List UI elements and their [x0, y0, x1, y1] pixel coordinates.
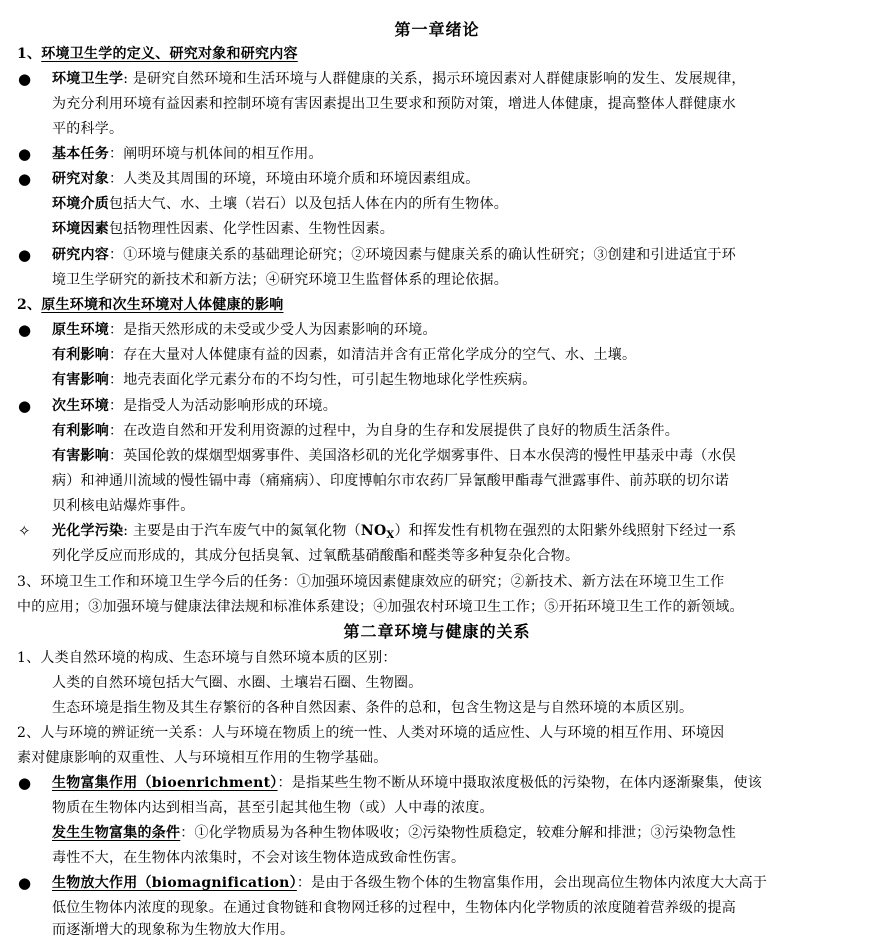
secondary-environment-line: 次生环境：是指受人为活动影响形成的环境。	[52, 398, 337, 414]
biomagnification-line-3: 而逐渐增大的现象称为生物放大作用。	[52, 922, 295, 938]
secondary-bad-effect-line-1: 有害影响：英国伦敦的煤烟型烟雾事件、美国洛杉矶的光化学烟雾事件、日本水俣湾的慢性甲基汞中毒（水俣	[52, 448, 736, 464]
biomagnification-line-2: 低位生物体内浓度的现象。在通过食物链和食物网迁移的过程中，生物体内化学物质的浓度随着营养级的提高	[52, 900, 736, 916]
primary-environment-line: 原生环境：是指天然形成的未受或少受人为因素影响的环境。	[52, 322, 437, 338]
secondary-good-effect-line: 有利影响：在改造自然和开发利用资源的过程中，为自身的生存和发展提供了良好的物质生活条件。	[52, 423, 679, 439]
environment-factor-line: 环境因素包括物理性因素、化学性因素、生物性因素。	[52, 221, 394, 237]
bullet-icon: ●	[18, 246, 32, 264]
research-content-line-1: 研究内容：①环境与健康关系的基础理论研究；②环境因素与健康关系的确认性研究；③创建和引进适宜于环	[52, 247, 736, 263]
natural-environment-line: 人类的自然环境包括大气圈、水圈、土壤岩石圈、生物圈。	[52, 675, 423, 691]
diamond-bullet-icon: ✧	[18, 522, 31, 540]
bioenrichment-line-1: 生物富集作用（bioenrichment）：是指某些生物不断从环境中摄取浓度极低的污染物，在体内逐渐聚集，使该	[52, 775, 763, 791]
bioenrichment-condition-line-1: 发生生物富集的条件：①化学物质易为各种生物体吸收；②污染物性质稳定，较难分解和排泄；③污染物急性	[52, 825, 736, 841]
bioenrichment-line-2: 物质在生物体内达到相当高，甚至引起其他生物（或）人中毒的浓度。	[52, 800, 494, 816]
section-2-2-line-2: 素对健康影响的双重性、人与环境相互作用的生物学基础。	[17, 750, 388, 766]
definition-line-3: 平的科学。	[52, 121, 124, 137]
section-1-3-line-1: 3、环境卫生工作和环境卫生学今后的任务：①加强环境因素健康效应的研究；②新技术、新方法在环境卫生工作	[17, 574, 725, 590]
section-1-2-heading: 2、原生环境和次生环境对人体健康的影响	[17, 297, 284, 313]
basic-task-line: 基本任务：阐明环境与机体间的相互作用。	[52, 146, 323, 162]
secondary-bad-effect-line-3: 贝利核电站爆炸事件。	[52, 498, 195, 514]
bullet-icon: ●	[18, 70, 32, 88]
environment-medium-line: 环境介质包括大气、水、土壤（岩石）以及包括人体在内的所有生物体。	[52, 196, 508, 212]
research-object-line: 研究对象：人类及其周围的环境，环境由环境介质和环境因素组成。	[52, 171, 480, 187]
nox-formula: $NO_X$	[360, 523, 395, 541]
definition-line-2: 为充分利用环境有益因素和控制环境有害因素提出卫生要求和预防对策，增进人体健康，提高整体人群健康水	[52, 96, 736, 112]
section-2-1-heading: 1、人类自然环境的构成、生态环境与自然环境本质的区别：	[17, 650, 397, 666]
ecological-environment-line: 生态环境是指生物及其生存繁衍的各种自然因素、条件的总和，包含生物这是与自然环境的本质区别。	[52, 700, 694, 716]
bioenrichment-condition-line-2: 毒性不大，在生物体内浓集时，不会对该生物体造成致命性伤害。	[52, 850, 466, 866]
bullet-icon: ●	[18, 321, 32, 339]
bullet-icon: ●	[18, 170, 32, 188]
bullet-icon: ●	[18, 874, 32, 892]
bullet-icon: ●	[18, 774, 32, 792]
chapter-2-title: 第二章环境与健康的关系	[343, 622, 531, 641]
primary-good-effect-line: 有利影响：存在大量对人体健康有益的因素，如清洁并含有正常化学成分的空气、水、土壤。	[52, 347, 637, 363]
primary-bad-effect-line: 有害影响：地壳表面化学元素分布的不均匀性，可引起生物地球化学性疾病。	[52, 372, 537, 388]
secondary-bad-effect-line-2: 病）和神通川流域的慢性镉中毒（痛痛病）、印度博帕尔市农药厂异氰酸甲酯毒气泄露事件、前苏联的切尔诺	[52, 473, 729, 489]
photochemical-line-2: 列化学反应而形成的，其成分包括臭氧、过氧酰基硝酸酯和醛类等多种复杂化合物。	[52, 548, 580, 564]
section-1-1-heading: 1、环境卫生学的定义、研究对象和研究内容	[17, 46, 298, 62]
section-2-2-line-1: 2、人与环境的辨证统一关系：人与环境在物质上的统一性、人类对环境的适应性、人与环境的相互作用、环境因	[17, 725, 725, 741]
biomagnification-line-1: 生物放大作用（biomagnification）：是由于各级生物个体的生物富集作用，会出现高位生物体内浓度大大高于	[52, 875, 768, 891]
research-content-line-2: 境卫生学研究的新技术和新方法；④研究环境卫生监督体系的理论依据。	[52, 272, 508, 288]
section-1-3-line-2: 中的应用；③加强环境与健康法律法规和标准体系建设；④加强农村环境卫生工作；⑤开拓环境卫生工作的新领域。	[17, 599, 744, 615]
photochemical-line-1: 光化学污染: 主要是由于汽车废气中的氮氧化物$(NO_X)$和挥发性有机物在强烈的太阳紫外线照射下经过一系	[52, 523, 737, 541]
definition-line-1: 环境卫生学: 是研究自然环境和生活环境与人群健康的关系，揭示环境因素对人群健康影响的发生、发展规律，	[52, 71, 746, 87]
chapter-1-title: 第一章绪论	[394, 20, 480, 39]
bullet-icon: ●	[18, 397, 32, 415]
bullet-icon: ●	[18, 145, 32, 163]
